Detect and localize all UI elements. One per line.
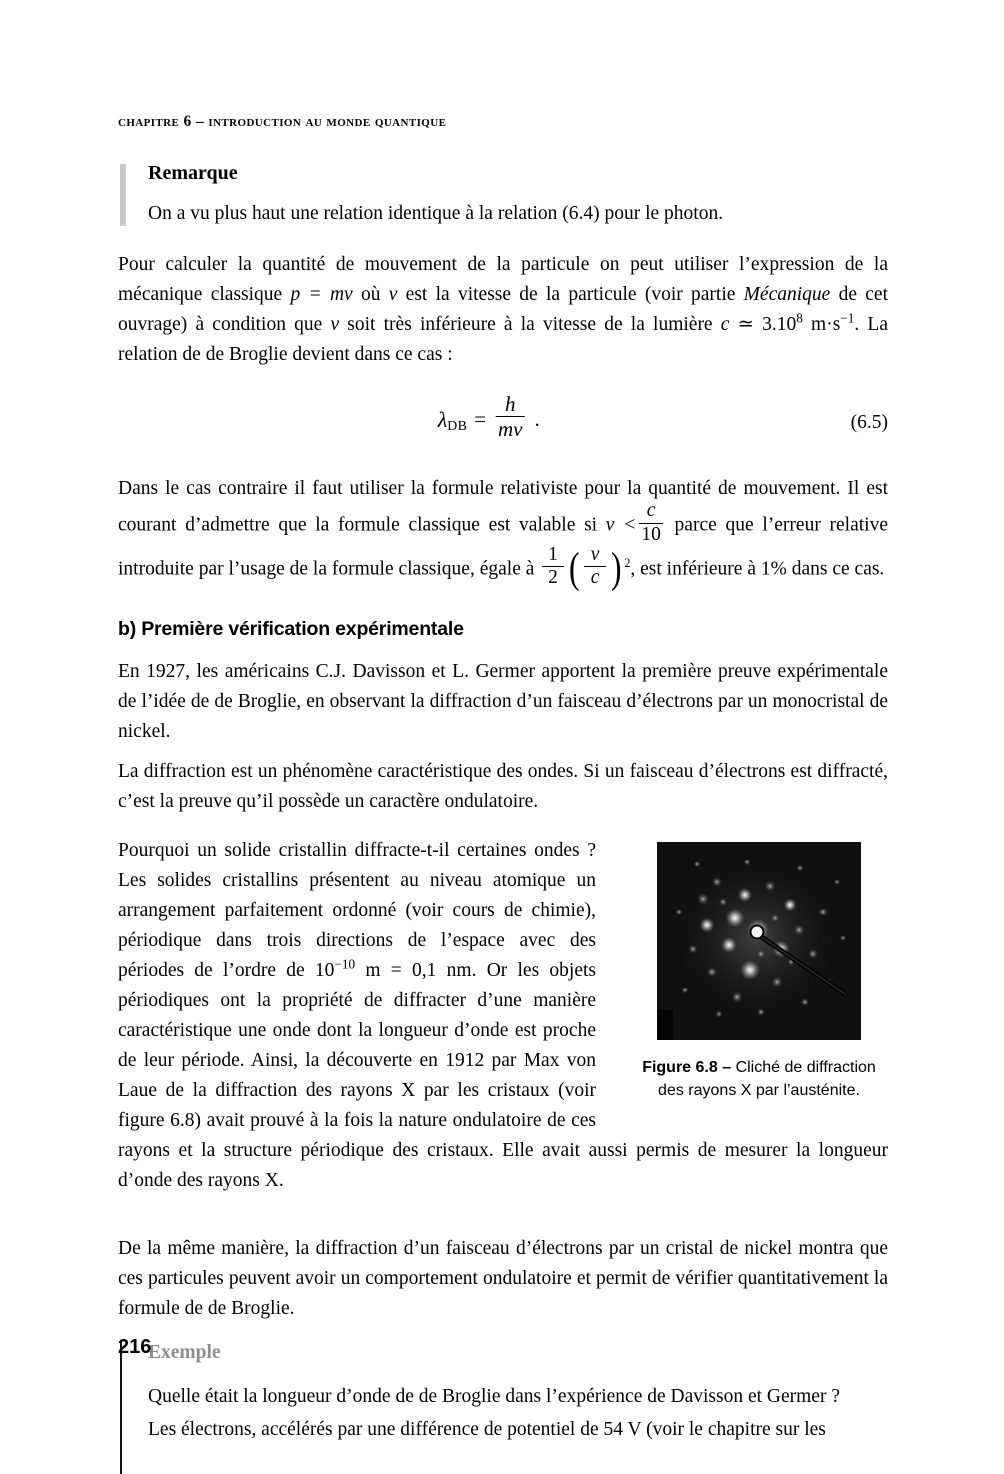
running-head: chapitre 6 – introduction au monde quantique (118, 113, 447, 130)
p2-part-a: Dans le cas contraire il faut utiliser la formule relativiste pour la quantité de mouvement. Il est courant d’admettre que la formule classique est valable si (118, 478, 888, 536)
equation-lambda (438, 407, 467, 433)
diffraction-pattern-svg (657, 842, 861, 1040)
fraction-numerator: h (504, 391, 516, 416)
fraction-denominator: mv (497, 416, 523, 441)
p2-frac3-num: v (590, 544, 600, 566)
p1-symbol-v: v (388, 284, 398, 305)
laue-diffraction-pattern-image (657, 842, 861, 1040)
exemple-callout (118, 1340, 888, 1446)
equation-6-5 (118, 391, 888, 454)
exemple-title: Exemple (148, 1341, 221, 1363)
p5-part-a: Pourquoi un solide cristallin diffracte-t-il certaines ondes ? Les solides cristallins présentent au niveau atomique un arrangement parfaitement ordonné (voir cours de chimie), périodique dans trois directions de l’espace avec des périodes de l’ordre de 10 (118, 840, 596, 982)
p2-part-c: , est inférieure à 1% dans ce cas. (630, 558, 885, 580)
paragraph-relativistic (118, 474, 888, 592)
paragraph-diffraction-ondes: La diffraction est un phénomène caractéristique des ondes. Si un faisceau d’électrons est diffracté, c’est la preuve qu’il possède un caractère ondulatoire. (118, 760, 888, 812)
p2-paren-close: ) (610, 544, 622, 593)
p2-frac2-num: 1 (548, 544, 558, 566)
equation-fraction (496, 393, 524, 440)
paragraph-davisson-germer: En 1927, les américains C.J. Davisson et L. Germer apportent la première preuve expérimentale de l’idée de de Broglie, en observant la diffraction d’un faisceau d’électrons par un monocristal de nickel. (118, 660, 888, 742)
p1-part-f: . La relation de de Broglie devient dans ce cas : (118, 314, 889, 365)
p5-part-b: m = 0,1 nm. Or les objets périodiques ont la propriété de diffracter d’une manière caractéristique une onde dont la longueur d’onde est proche de leur période. Ainsi, la découverte en 1912 par Max von Laue de la diffraction des rayons X par les cristaux (voir figure 6.8) avait prouvé à la fois la nature ondulatoire de ces rayons et la structure périodique des cristaux. Elle avait aussi permis de mesurer la longueur d’onde des rayons X. (118, 960, 888, 1192)
p1-part-d: de cet ouvrage) à condition que (118, 284, 888, 335)
paragraph-momentum (118, 250, 888, 370)
p1-symbol-v2: v (330, 314, 340, 335)
p2-inequality: v < (605, 514, 637, 536)
lambda-symbol: λ (437, 406, 448, 432)
lambda-subscript: DB (447, 418, 468, 434)
page-content (118, 160, 888, 1446)
exemple-question: Quelle était la longueur d’onde de de Broglie dans l’expérience de Davisson et Germer ? (148, 1385, 840, 1407)
remarque-text: On a vu plus haut une relation identique à la relation (6.4) pour le photon. (148, 203, 724, 224)
p1-symbol-c: c (720, 314, 730, 335)
figure-6-8 (630, 842, 888, 1102)
exemple-answer-start: Les électrons, accélérés par une différence de potentiel de 54 V (voir le chapitre sur les (148, 1418, 826, 1440)
p5-exponent-minus10: −10 (334, 956, 356, 972)
p2-frac2-den: 2 (548, 567, 558, 589)
figure-caption (630, 1056, 888, 1102)
equation-number: (6.5) (850, 412, 888, 433)
p2-expression-half-v-over-c-squared: $\frac{1}{2}$ ( $\frac{v}{c}$ ) 2 (539, 548, 630, 592)
remarque-callout (118, 160, 888, 228)
page-number: 216 (118, 1336, 152, 1358)
p1-exponent-8: 8 (796, 310, 803, 326)
p2-paren-open: ( (568, 544, 580, 593)
p2-frac1-den: 10 (641, 523, 661, 545)
p2-fraction-one-half (542, 545, 563, 589)
p1-part-c: est la vitesse de la particule (voir partie (397, 284, 744, 305)
p1-part-e: soit très inférieure à la vitesse de la lumière (339, 314, 721, 335)
p1-exponent-minus1: −1 (840, 310, 855, 326)
equation-equals: = (474, 407, 486, 432)
remarque-rule (120, 164, 126, 226)
paragraph-meme-maniere: De la même manière, la diffraction d’un faisceau d’électrons par un cristal de nickel montra que ces particules peuvent avoir un comportement ondulatoire et permit de vérifier quantitativement la formule de de Broglie. (118, 1237, 888, 1319)
p2-part-b: parce que l’erreur relative introduite par l’usage de la formule classique, égale à (118, 514, 888, 580)
subheading-premiere-verification: b) Première vérification expérimentale (118, 617, 464, 640)
equation-body (437, 391, 540, 443)
p1-part-a: Pour calculer la quantité de mouvement de la particule on peut utiliser l’expression de la mécanique classique (118, 254, 888, 305)
exemple-rule (120, 1340, 122, 1474)
p2-frac3-den: c (590, 567, 600, 589)
p1-part-b: où (352, 284, 389, 305)
p2-fraction-v-over-c (584, 545, 605, 589)
p1-ref-mecanique: Mécanique (743, 284, 831, 305)
figure-text-wrap (118, 836, 888, 1216)
p2-frac1-num: c (646, 500, 656, 522)
equation-period: . (534, 407, 540, 432)
p1-approx-value: ≃ 3.10 (729, 314, 797, 335)
p2-fraction-c-over-10 (639, 501, 663, 545)
figure-caption-number: Figure 6.8 – (642, 1059, 732, 1077)
p1-units: m·s (802, 314, 841, 335)
figure-caption-text: Cliché de diffraction des rayons X par l’austénite. (658, 1059, 876, 1100)
remarque-title: Remarque (148, 162, 238, 184)
p1-equation-pmv: p = mv (290, 284, 353, 305)
